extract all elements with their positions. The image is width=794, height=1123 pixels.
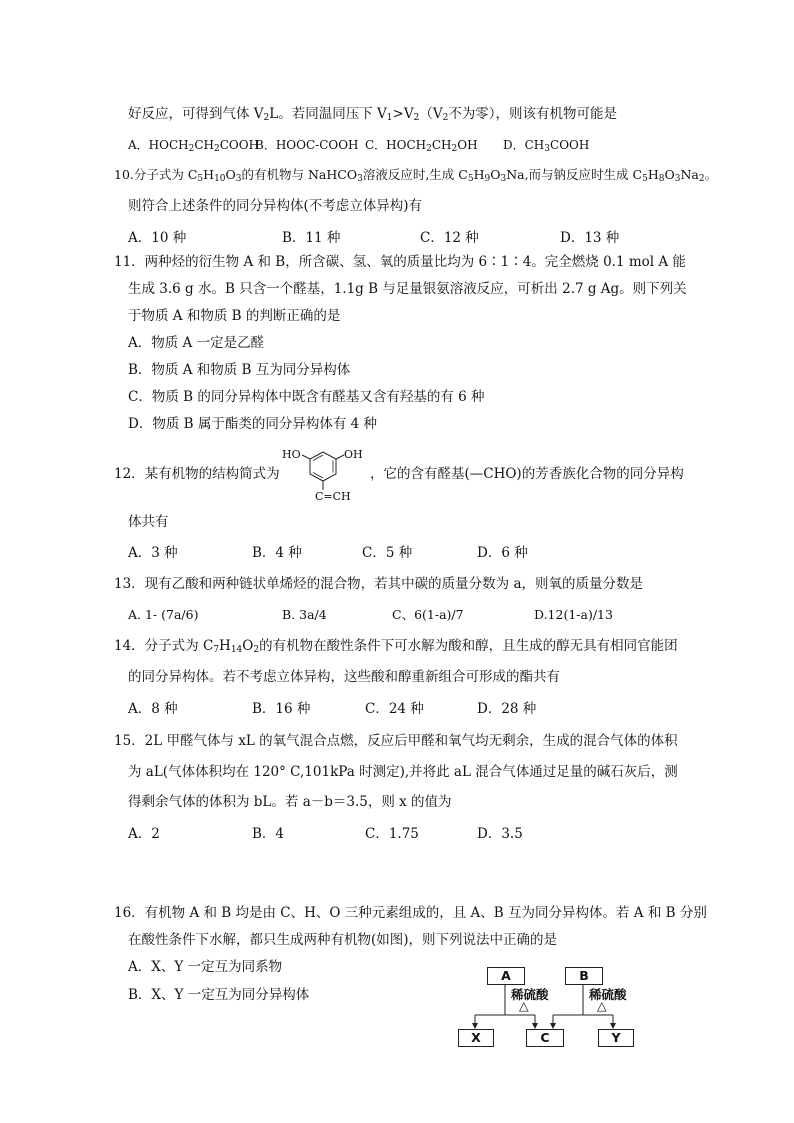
q14-option-b: B．16 种 <box>252 701 311 717</box>
q14-line-2: 的同分异构体。若不考虑立体异构，这些酸和醇重新组合可形成的酯共有 <box>128 669 560 685</box>
q12-option-b: B．4 种 <box>252 545 302 561</box>
q16-line-2: 在酸性条件下水解，都只生成两种有机物(如图)，则下列说法中正确的是 <box>128 932 558 948</box>
q16-option-b: B．X、Y 一定互为同分异构体 <box>128 987 310 1003</box>
ho-group-label: HO <box>282 448 301 461</box>
flowchart-node-c: C <box>526 1029 564 1047</box>
q16-option-a: A．X、Y 一定互为同系物 <box>128 959 283 975</box>
q11-line-3: 于物质 A 和物质 B 的判断正确的是 <box>128 308 341 324</box>
q11-line-1: 11．两种烃的衍生物 A 和 B，所含碳、氢、氧的质量比均为 6∶1∶4。完全燃烧 0.1 mol A 能 <box>114 254 686 270</box>
q11-option-a: A．物质 A 一定是乙醛 <box>128 335 265 351</box>
flowchart-heat-2: △ <box>597 998 607 1013</box>
vinyl-group-label: C=CH <box>315 490 351 503</box>
q15-option-b: B．4 <box>252 826 285 842</box>
q12-option-d: D．6 种 <box>477 545 528 561</box>
q12-line-1-post: ，它的含有醛基(—CHO)的芳香族化合物的同分异构 <box>370 466 684 482</box>
q12-option-a: A．3 种 <box>128 545 178 561</box>
oh-group-label: OH <box>344 448 363 461</box>
q10-line-2: 则符合上述条件的同分异构体(不考虑立体异构)有 <box>128 198 423 214</box>
q11-line-2: 生成 3.6 g 水。B 只含一个醛基，1.1g B 与足量银氨溶液反应，可析出 2.7 g Ag。则下列关 <box>128 281 687 297</box>
q10-line-1: 10.分子式为 $C_5H_{10}O_3$的有机物与 NaHCO$_3$溶液反应时,生成 $C_5H_9O_3Na$,而与钠反应时生成 $C_5H_8O_3Na_2$。 <box>114 167 718 184</box>
q9-option-a: A．$HOCH_2CH_2COOH$ <box>128 138 260 154</box>
q15-line-3: 得剩余气体的体积为 bL。若 a－b＝3.5，则 x 的值为 <box>128 794 452 810</box>
q14-line-1: 14．分子式为 $C_7H_{14}O_2$的有机物在酸性条件下可水解为酸和醇，且生成的醇无具有相同官能团 <box>114 638 678 655</box>
flowchart-node-b: B <box>565 967 603 985</box>
q10-option-c: C．12 种 <box>420 230 479 246</box>
q15-line-1: 15．2L 甲醛气体与 xL 的氧气混合点燃，反应后甲醛和氧气均无剩余，生成的混合气体的体积 <box>114 733 678 749</box>
q13-option-b: B. 3a/4 <box>282 607 327 622</box>
q15-option-d: D．3.5 <box>477 826 523 842</box>
q15-line-2: 为 aL(气体体积均在 120° C,101kPa 时测定),并将此 aL 混合气体通过足量的碱石灰后，测 <box>128 764 678 780</box>
q13-line-1: 13．现有乙酸和两种链状单烯烃的混合物，若其中碳的质量分数为 a，则氧的质量分数是 <box>114 576 644 592</box>
q9-continuation: 好反应，可得到气体 $V_2L$。若同温同压下 $V_1>V_2(V_2$不为零），则该有机物可能是 <box>128 106 618 123</box>
q9-option-b: B．HOOC-COOH <box>255 138 359 152</box>
q12-option-c: C．5 种 <box>362 545 413 561</box>
q13-option-a: A. 1- (7a/6) <box>128 607 199 622</box>
q11-option-b: B．物质 A 和物质 B 互为同分异构体 <box>128 362 351 378</box>
q10-option-a: A．10 种 <box>128 230 187 246</box>
q10-option-d: D．13 种 <box>560 230 620 246</box>
q12-line-2: 体共有 <box>128 514 169 530</box>
q13-option-d: D.12(1-a)/13 <box>534 607 613 622</box>
q14-option-a: A．8 种 <box>128 701 178 717</box>
q13-option-c: C、6(1-a)/7 <box>392 607 464 622</box>
q15-option-c: C．1.75 <box>365 826 419 842</box>
q12-structure-formula <box>282 448 364 504</box>
flowchart-node-y: Y <box>598 1029 634 1047</box>
q11-option-d: D．物质 B 属于酯类的同分异构体有 4 种 <box>128 416 377 432</box>
flowchart-node-a: A <box>487 967 525 985</box>
q10-option-b: B．11 种 <box>282 230 341 246</box>
q14-option-d: D．28 种 <box>477 701 537 717</box>
q14-option-c: C．24 种 <box>365 701 424 717</box>
q12-line-1-pre: 12．某有机物的结构简式为 <box>114 466 280 482</box>
q9-option-c: C．$HOCH_2CH_2OH$ <box>365 138 478 154</box>
q16-line-1: 16．有机物 A 和 B 均是由 C、H、O 三种元素组成的，且 A、B 互为同分异构体。若 A 和 B 分别 <box>114 905 707 921</box>
flowchart-reagent-2: 稀硫酸 <box>589 987 627 1002</box>
q9-option-d: D．$CH_3COOH$ <box>503 138 590 154</box>
flowchart-reagent-1: 稀硫酸 <box>511 987 549 1002</box>
q11-option-c: C．物质 B 的同分异构体中既含有醛基又含有羟基的有 6 种 <box>128 389 485 405</box>
hydrolysis-flowchart <box>455 965 655 1047</box>
flowchart-heat-1: △ <box>519 998 529 1013</box>
flowchart-node-x: X <box>458 1029 494 1047</box>
q15-option-a: A．2 <box>128 826 160 842</box>
